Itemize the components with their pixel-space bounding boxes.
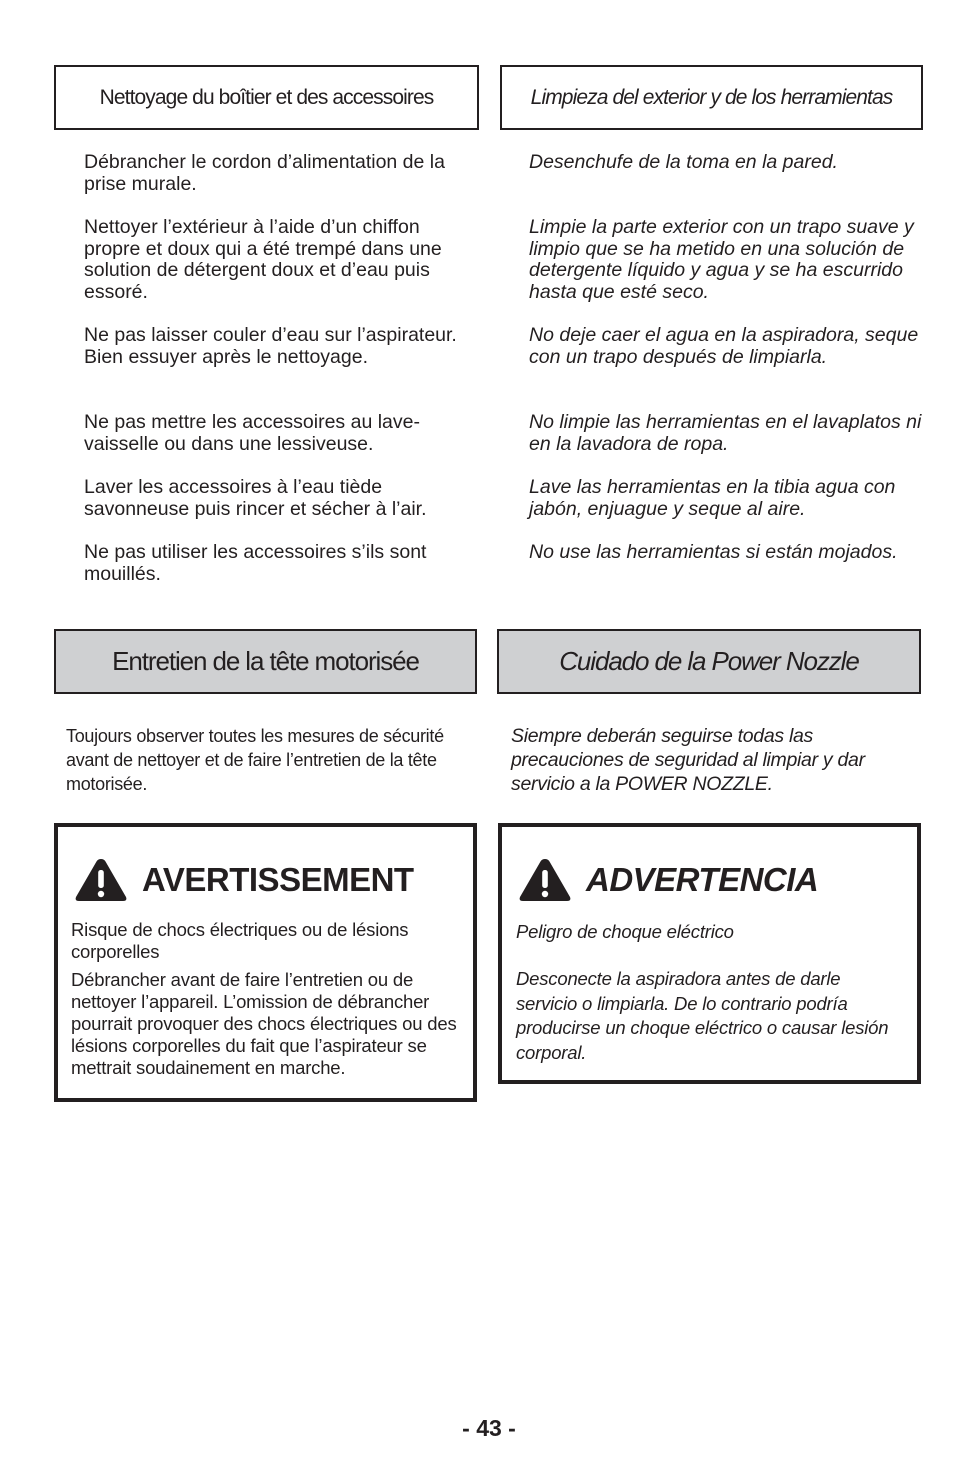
section-header-cleaning-es — [500, 65, 923, 130]
warning-triangle-icon — [74, 857, 128, 903]
warning-box-fr — [54, 823, 477, 1102]
intro-fr: Toujours observer toutes les mesures de sécurité avant de nettoyer et de faire l’entretien de la tête motorisée. — [66, 726, 444, 794]
section-title: Entretien de la tête motorisée — [112, 646, 419, 676]
paragraph-fr-3: Ne pas laisser couler d’eau sur l’aspirateur. Bien essuyer après le nettoyage. — [84, 324, 457, 368]
paragraph-es-2: Limpie la parte exterior con un trapo suave y limpio que se ha metido en una solución de detergente líquido y agua y se ha escurrido hasta que esté seco. — [529, 216, 914, 304]
intro-es: Siempre deberán seguirse todas las precauciones de seguridad al limpiar y dar servicio a la POWER NOZZLE. — [511, 725, 865, 795]
paragraph-fr-6: Ne pas utiliser les accessoires s’ils sont mouillés. — [84, 541, 427, 585]
warning-box-es — [498, 823, 921, 1084]
paragraph-fr-4: Ne pas mettre les accessoires au lave-vaisselle ou dans une lessiveuse. — [84, 411, 420, 455]
section-header-power-nozzle-es — [497, 629, 921, 694]
section-header-cleaning-fr — [54, 65, 479, 130]
warning-hazard: Peligro de choque eléctrico — [516, 921, 734, 942]
page-number: - 43 - — [462, 1415, 516, 1441]
warning-text: Débrancher avant de faire l’entretien ou de nettoyer l’appareil. L’omission de débrancher pourrait provoquer des chocs électriques ou des lésions corporelles du fait que l’aspirateur se mettrait soudainement en marche. — [71, 969, 457, 1078]
paragraph-es-6: No use las herramientas si están mojados. — [529, 541, 898, 563]
section-header-power-nozzle-fr — [54, 629, 477, 694]
warning-triangle-icon — [518, 857, 572, 903]
warning-title: ADVERTENCIA — [586, 861, 819, 898]
section-title: Cuidado de la Power Nozzle — [559, 646, 859, 676]
warning-hazard: Risque de chocs électriques ou de lésions corporelles — [71, 919, 409, 962]
section-title: Nettoyage du boîtier et des accessoires — [99, 85, 434, 109]
paragraph-fr-5: Laver les accessoires à l’eau tiède savonneuse puis rincer et sécher à l’air. — [84, 476, 427, 520]
warning-title: AVERTISSEMENT — [142, 861, 414, 898]
paragraph-es-1: Desenchufe de la toma en la pared. — [529, 151, 838, 173]
paragraph-es-3: No deje caer el agua en la aspiradora, seque con un trapo después de limpiarla. — [529, 324, 919, 368]
paragraph-fr-1: Débrancher le cordon d’alimentation de la prise murale. — [84, 151, 445, 195]
paragraph-es-4: No limpie las herramientas en el lavaplatos ni en la lavadora de ropa. — [529, 411, 922, 455]
warning-text: Desconecte la aspiradora antes de darle servicio o limpiarla. De lo contrario podría producirse un choque eléctrico o causar lesión corporal. — [516, 968, 889, 1063]
paragraph-fr-2: Nettoyer l’extérieur à l’aide d’un chiffon propre et doux qui a été trempé dans une solution de détergent doux et d’eau puis essoré. — [84, 216, 442, 304]
section-title: Limpieza del exterior y de los herramientas — [530, 85, 893, 109]
paragraph-es-5: Lave las herramientas en la tibia agua con jabón, enjuague y seque al aire. — [529, 476, 896, 520]
